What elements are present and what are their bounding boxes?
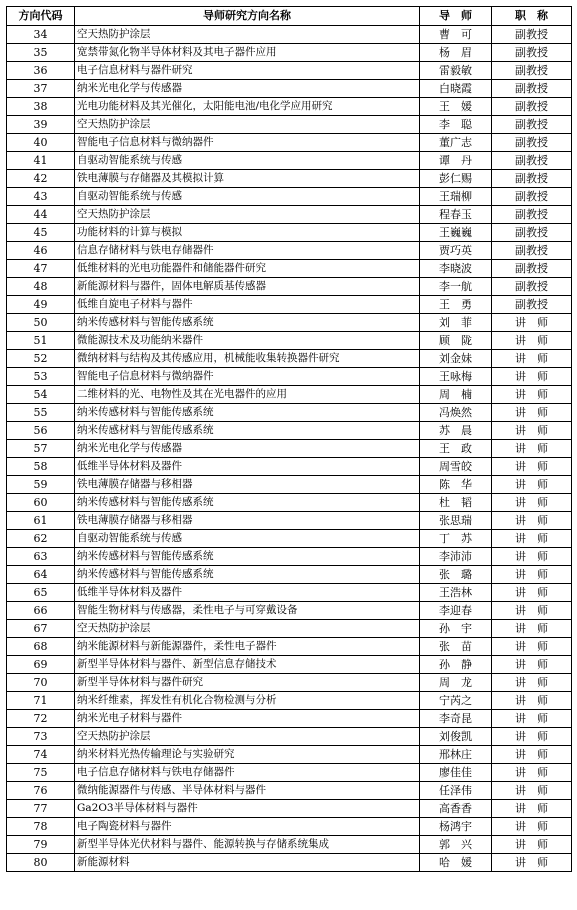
cell-direction: 空天热防护涂层 [75,619,420,637]
table-row [7,691,572,709]
cell-title: 讲 师 [492,709,572,727]
cell-code: 64 [7,565,75,583]
cell-code: 35 [7,43,75,61]
cell-advisor: 王浩林 [420,583,492,601]
cell-title: 讲 师 [492,619,572,637]
header-direction: 导师研究方向名称 [75,7,420,26]
cell-advisor: 李奇昆 [420,709,492,727]
cell-direction: 光电功能材料及其光催化，太阳能电池/电化学应用研究 [75,97,420,115]
table-row [7,385,572,403]
cell-title: 副教授 [492,97,572,115]
cell-title: 副教授 [492,295,572,313]
cell-direction: 铁电薄膜存储器与移相器 [75,475,420,493]
cell-title: 讲 师 [492,583,572,601]
cell-advisor: 孙 静 [420,655,492,673]
table-row [7,601,572,619]
cell-code: 49 [7,295,75,313]
table-row [7,295,572,313]
table-row [7,583,572,601]
cell-advisor: 彭仁赐 [420,169,492,187]
cell-code: 59 [7,475,75,493]
header-advisor: 导 师 [420,7,492,26]
cell-title: 讲 师 [492,529,572,547]
table-header-row [7,7,572,26]
cell-code: 52 [7,349,75,367]
cell-title: 讲 师 [492,457,572,475]
cell-title: 讲 师 [492,817,572,835]
cell-title: 讲 师 [492,673,572,691]
cell-advisor: 董广志 [420,133,492,151]
cell-direction: 铁电薄膜与存储器及其模拟计算 [75,169,420,187]
cell-direction: 功能材料的计算与模拟 [75,223,420,241]
cell-code: 60 [7,493,75,511]
cell-direction: 空天热防护涂层 [75,25,420,43]
cell-direction: 智能生物材料与传感器，柔性电子与可穿戴设备 [75,601,420,619]
cell-direction: 信息存储材料与铁电存储器件 [75,241,420,259]
cell-title: 讲 师 [492,763,572,781]
cell-title: 副教授 [492,133,572,151]
cell-advisor: 李沛沛 [420,547,492,565]
cell-code: 57 [7,439,75,457]
cell-title: 副教授 [492,277,572,295]
cell-title: 讲 师 [492,637,572,655]
cell-advisor: 周 楠 [420,385,492,403]
cell-code: 34 [7,25,75,43]
table-row [7,61,572,79]
cell-direction: 新能源材料 [75,853,420,871]
cell-code: 51 [7,331,75,349]
cell-code: 55 [7,403,75,421]
table-row [7,457,572,475]
table-row [7,853,572,871]
cell-code: 63 [7,547,75,565]
cell-advisor: 白晓霞 [420,79,492,97]
cell-code: 61 [7,511,75,529]
table-row [7,259,572,277]
cell-direction: 低维材料的光电功能器件和储能器件研究 [75,259,420,277]
table-body [7,25,572,871]
cell-code: 77 [7,799,75,817]
cell-title: 副教授 [492,25,572,43]
cell-code: 41 [7,151,75,169]
cell-direction: 纳米光电子材料与器件 [75,709,420,727]
cell-title: 副教授 [492,187,572,205]
cell-code: 38 [7,97,75,115]
cell-advisor: 李一航 [420,277,492,295]
cell-code: 80 [7,853,75,871]
cell-direction: 宽禁带氮化物半导体材料及其电子器件应用 [75,43,420,61]
cell-code: 50 [7,313,75,331]
cell-code: 79 [7,835,75,853]
cell-title: 讲 师 [492,493,572,511]
cell-title: 讲 师 [492,331,572,349]
cell-advisor: 李晓波 [420,259,492,277]
table-row [7,763,572,781]
cell-advisor: 宁芮之 [420,691,492,709]
cell-advisor: 张思瑞 [420,511,492,529]
cell-direction: 自驱动智能系统与传感 [75,529,420,547]
table-row [7,241,572,259]
cell-direction: 二维材料的光、电物性及其在光电器件的应用 [75,385,420,403]
cell-advisor: 雷毅敏 [420,61,492,79]
cell-code: 72 [7,709,75,727]
cell-code: 36 [7,61,75,79]
table-row [7,25,572,43]
cell-advisor: 孙 宇 [420,619,492,637]
cell-title: 讲 师 [492,781,572,799]
cell-advisor: 谭 丹 [420,151,492,169]
cell-direction: 微纳能源器件与传感、半导体材料与器件 [75,781,420,799]
cell-direction: 智能电子信息材料与微纳器件 [75,133,420,151]
cell-direction: 纳米纤维素，挥发性有机化合物检测与分析 [75,691,420,709]
cell-direction: 微能源技术及功能纳米器件 [75,331,420,349]
cell-direction: 低维半导体材料及器件 [75,457,420,475]
cell-advisor: 刘 菲 [420,313,492,331]
cell-code: 78 [7,817,75,835]
cell-title: 讲 师 [492,547,572,565]
cell-code: 45 [7,223,75,241]
cell-direction: 铁电薄膜存储器与移相器 [75,511,420,529]
cell-advisor: 刘俊凯 [420,727,492,745]
cell-direction: 自驱动智能系统与传感 [75,151,420,169]
table-row [7,151,572,169]
cell-advisor: 邢林庄 [420,745,492,763]
table-row [7,835,572,853]
table-row [7,745,572,763]
cell-code: 48 [7,277,75,295]
table-row [7,709,572,727]
cell-direction: 纳米传感材料与智能传感系统 [75,403,420,421]
cell-code: 70 [7,673,75,691]
cell-code: 39 [7,115,75,133]
cell-advisor: 王 媛 [420,97,492,115]
cell-direction: 新型半导体材料与器件、新型信息存储技术 [75,655,420,673]
cell-advisor: 王咏梅 [420,367,492,385]
cell-title: 讲 师 [492,403,572,421]
cell-title: 副教授 [492,223,572,241]
table-row [7,115,572,133]
table-row [7,223,572,241]
cell-advisor: 杨 眉 [420,43,492,61]
cell-code: 54 [7,385,75,403]
cell-direction: 纳米能源材料与新能源器件，柔性电子器件 [75,637,420,655]
cell-code: 40 [7,133,75,151]
cell-direction: 电子陶瓷材料与器件 [75,817,420,835]
cell-direction: 纳米材料光热传输理论与实验研究 [75,745,420,763]
cell-code: 37 [7,79,75,97]
cell-advisor: 丁 苏 [420,529,492,547]
cell-code: 47 [7,259,75,277]
cell-advisor: 任泽伟 [420,781,492,799]
table-row [7,421,572,439]
cell-title: 副教授 [492,169,572,187]
table-row [7,799,572,817]
table-row [7,439,572,457]
cell-code: 62 [7,529,75,547]
table-row [7,475,572,493]
table-row [7,619,572,637]
cell-code: 58 [7,457,75,475]
cell-title: 讲 师 [492,835,572,853]
cell-advisor: 杜 韬 [420,493,492,511]
cell-direction: 新型半导体光伏材料与器件、能源转换与存储系统集成 [75,835,420,853]
cell-code: 42 [7,169,75,187]
cell-title: 讲 师 [492,655,572,673]
cell-code: 65 [7,583,75,601]
cell-title: 副教授 [492,79,572,97]
table-row [7,673,572,691]
cell-advisor: 程春玉 [420,205,492,223]
cell-advisor: 冯焕然 [420,403,492,421]
cell-title: 讲 师 [492,853,572,871]
table-row [7,547,572,565]
cell-direction: 电子信息存储材料与铁电存储器件 [75,763,420,781]
cell-direction: 电子信息材料与器件研究 [75,61,420,79]
cell-direction: 低维自旋电子材料与器件 [75,295,420,313]
cell-advisor: 杨鸿宇 [420,817,492,835]
cell-advisor: 张 苗 [420,637,492,655]
cell-title: 讲 师 [492,349,572,367]
table-row [7,79,572,97]
cell-code: 44 [7,205,75,223]
cell-code: 56 [7,421,75,439]
cell-advisor: 陈 华 [420,475,492,493]
header-title: 职 称 [492,7,572,26]
table-row [7,277,572,295]
cell-code: 67 [7,619,75,637]
cell-direction: 纳米光电化学与传感器 [75,439,420,457]
cell-direction: 自驱动智能系统与传感 [75,187,420,205]
cell-direction: 纳米传感材料与智能传感系统 [75,421,420,439]
cell-direction: 纳米光电化学与传感器 [75,79,420,97]
cell-advisor: 高香香 [420,799,492,817]
cell-code: 69 [7,655,75,673]
cell-code: 73 [7,727,75,745]
table-row [7,169,572,187]
cell-code: 43 [7,187,75,205]
cell-advisor: 曹 可 [420,25,492,43]
header-code: 方向代码 [7,7,75,26]
cell-advisor: 郭 兴 [420,835,492,853]
cell-title: 讲 师 [492,367,572,385]
cell-direction: 空天热防护涂层 [75,205,420,223]
cell-title: 讲 师 [492,727,572,745]
advisor-table [6,6,572,872]
cell-title: 讲 师 [492,565,572,583]
cell-advisor: 王 政 [420,439,492,457]
table-row [7,727,572,745]
cell-advisor: 周雪皎 [420,457,492,475]
cell-code: 75 [7,763,75,781]
table-row [7,313,572,331]
table-row [7,43,572,61]
cell-title: 讲 师 [492,601,572,619]
cell-code: 53 [7,367,75,385]
cell-advisor: 廖佳佳 [420,763,492,781]
cell-direction: 空天热防护涂层 [75,727,420,745]
table-row [7,529,572,547]
cell-advisor: 刘金妹 [420,349,492,367]
cell-title: 副教授 [492,151,572,169]
cell-direction: 新能源材料与器件，固体电解质基传感器 [75,277,420,295]
cell-direction: 纳米传感材料与智能传感系统 [75,565,420,583]
cell-title: 副教授 [492,61,572,79]
table-row [7,565,572,583]
table-row [7,637,572,655]
advisor-table-page [6,6,571,872]
cell-advisor: 周 龙 [420,673,492,691]
cell-advisor: 王瑞柳 [420,187,492,205]
cell-direction: 低维半导体材料及器件 [75,583,420,601]
table-row [7,655,572,673]
table-row [7,367,572,385]
table-row [7,349,572,367]
table-row [7,97,572,115]
cell-advisor: 贾巧英 [420,241,492,259]
cell-advisor: 王巍巍 [420,223,492,241]
cell-title: 讲 师 [492,799,572,817]
table-row [7,403,572,421]
table-row [7,817,572,835]
cell-direction: 新型半导体材料与器件研究 [75,673,420,691]
table-row [7,205,572,223]
cell-title: 副教授 [492,241,572,259]
cell-direction: 纳米传感材料与智能传感系统 [75,547,420,565]
cell-advisor: 王 勇 [420,295,492,313]
cell-code: 74 [7,745,75,763]
table-row [7,493,572,511]
cell-advisor: 苏 晨 [420,421,492,439]
cell-code: 71 [7,691,75,709]
cell-title: 副教授 [492,205,572,223]
cell-title: 讲 师 [492,385,572,403]
cell-direction: 纳米传感材料与智能传感系统 [75,313,420,331]
cell-title: 讲 师 [492,745,572,763]
cell-title: 副教授 [492,115,572,133]
cell-title: 副教授 [492,43,572,61]
table-row [7,331,572,349]
cell-advisor: 顾 陇 [420,331,492,349]
cell-title: 讲 师 [492,475,572,493]
table-row [7,133,572,151]
cell-direction: 微纳材料与结构及其传感应用，机械能收集转换器件研究 [75,349,420,367]
cell-title: 讲 师 [492,511,572,529]
cell-title: 讲 师 [492,439,572,457]
cell-advisor: 哈 媛 [420,853,492,871]
cell-direction: 智能电子信息材料与微纳器件 [75,367,420,385]
cell-code: 76 [7,781,75,799]
cell-code: 68 [7,637,75,655]
cell-direction: Ga2O3半导体材料与器件 [75,799,420,817]
cell-code: 46 [7,241,75,259]
table-row [7,781,572,799]
cell-advisor: 张 璐 [420,565,492,583]
table-row [7,187,572,205]
cell-advisor: 李 聪 [420,115,492,133]
cell-title: 副教授 [492,259,572,277]
cell-title: 讲 师 [492,421,572,439]
cell-advisor: 李迎春 [420,601,492,619]
cell-title: 讲 师 [492,313,572,331]
table-row [7,511,572,529]
cell-direction: 纳米传感材料与智能传感系统 [75,493,420,511]
cell-code: 66 [7,601,75,619]
cell-title: 讲 师 [492,691,572,709]
cell-direction: 空天热防护涂层 [75,115,420,133]
